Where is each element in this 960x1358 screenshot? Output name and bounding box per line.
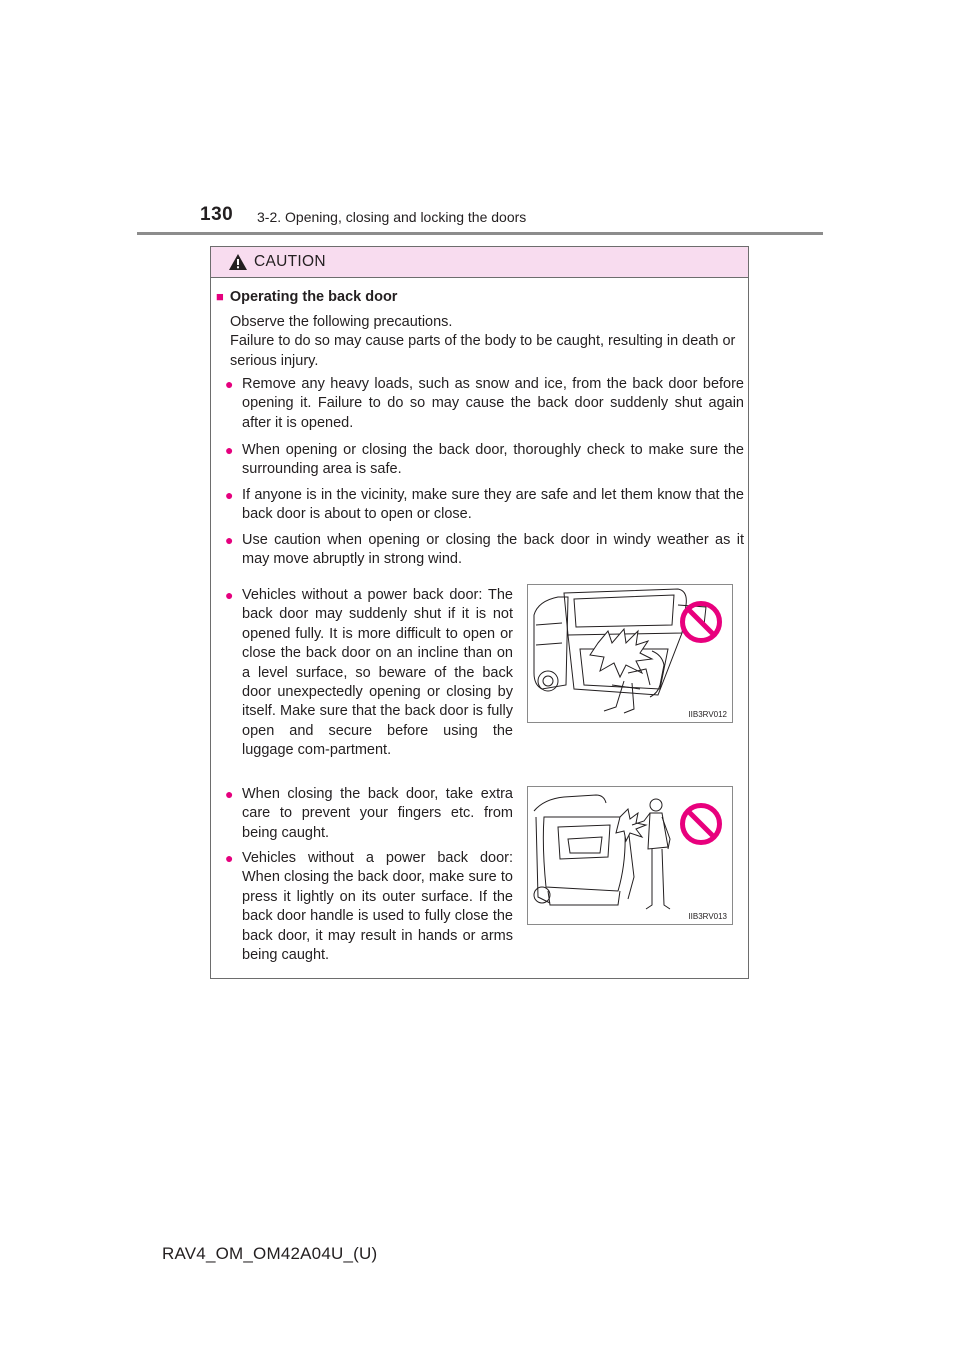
bullet-dot-icon: ●	[225, 487, 234, 503]
caution-header	[211, 247, 748, 278]
header-divider	[137, 232, 823, 235]
intro-line-2: Failure to do so may cause parts of the body to be caught, resulting in death or serious injury.	[230, 333, 736, 369]
bullet-dot-icon: ●	[225, 376, 234, 392]
square-bullet-icon: ■	[216, 289, 224, 304]
figure-tailgate-shut	[527, 584, 733, 723]
bullet-dot-icon: ●	[225, 850, 234, 866]
document-id: RAV4_OM_OM42A04U_(U)	[162, 1244, 378, 1263]
bullet-item: ● Use caution when opening or closing the back door in windy weather as it may move abruptly in strong wind.	[225, 532, 744, 568]
bullet-dot-icon: ●	[225, 786, 234, 802]
caution-label: CAUTION	[254, 253, 326, 270]
caution-box	[210, 246, 749, 979]
bullet-dot-icon: ●	[225, 442, 234, 458]
bullet-dot-icon: ●	[225, 587, 234, 603]
section-title: 3-2. Opening, closing and locking the doors	[257, 209, 527, 225]
figure-code: IIB3RV013	[688, 912, 727, 921]
bullet-item: ● Vehicles without a power back door: When closing the back door, make sure to press it lightly on its outer surface. If the back door handle is used to fully close the back door, it may result in hands or arms being caught.	[225, 850, 513, 964]
bullet-item: ● Remove any heavy loads, such as snow and ice, from the back door before opening it. Failure to do so may cause the back door suddenly shut again after it is opened.	[225, 376, 744, 431]
figure-fingers-caught	[527, 786, 733, 925]
page-number: 130	[200, 204, 234, 225]
figure-code: IIB3RV012	[688, 710, 727, 719]
bullet-dot-icon: ●	[225, 532, 234, 548]
prohibition-icon	[679, 802, 723, 846]
bullet-item: ● If anyone is in the vicinity, make sure they are safe and let them know that the back door is about to open or close.	[225, 487, 744, 523]
intro-line-1: Observe the following precautions.	[230, 314, 453, 330]
warning-triangle-icon	[228, 253, 248, 271]
bullet-item: ● When closing the back door, take extra care to prevent your fingers etc. from being caught.	[225, 786, 513, 841]
bullet-item: ● When opening or closing the back door, thoroughly check to make sure the surrounding area is safe.	[225, 442, 744, 478]
caution-heading: ■ Operating the back door	[216, 289, 398, 305]
prohibition-icon	[679, 600, 723, 644]
bullet-item: ● Vehicles without a power back door: The back door may suddenly shut if it is not opened fully. It is more difficult to open or close the back door on an incline than on a level surface, so beware of the back door unexpectedly opening or closing by itself. Make sure that the back door is fully open and secure before using the luggage com-partment.	[225, 587, 513, 759]
